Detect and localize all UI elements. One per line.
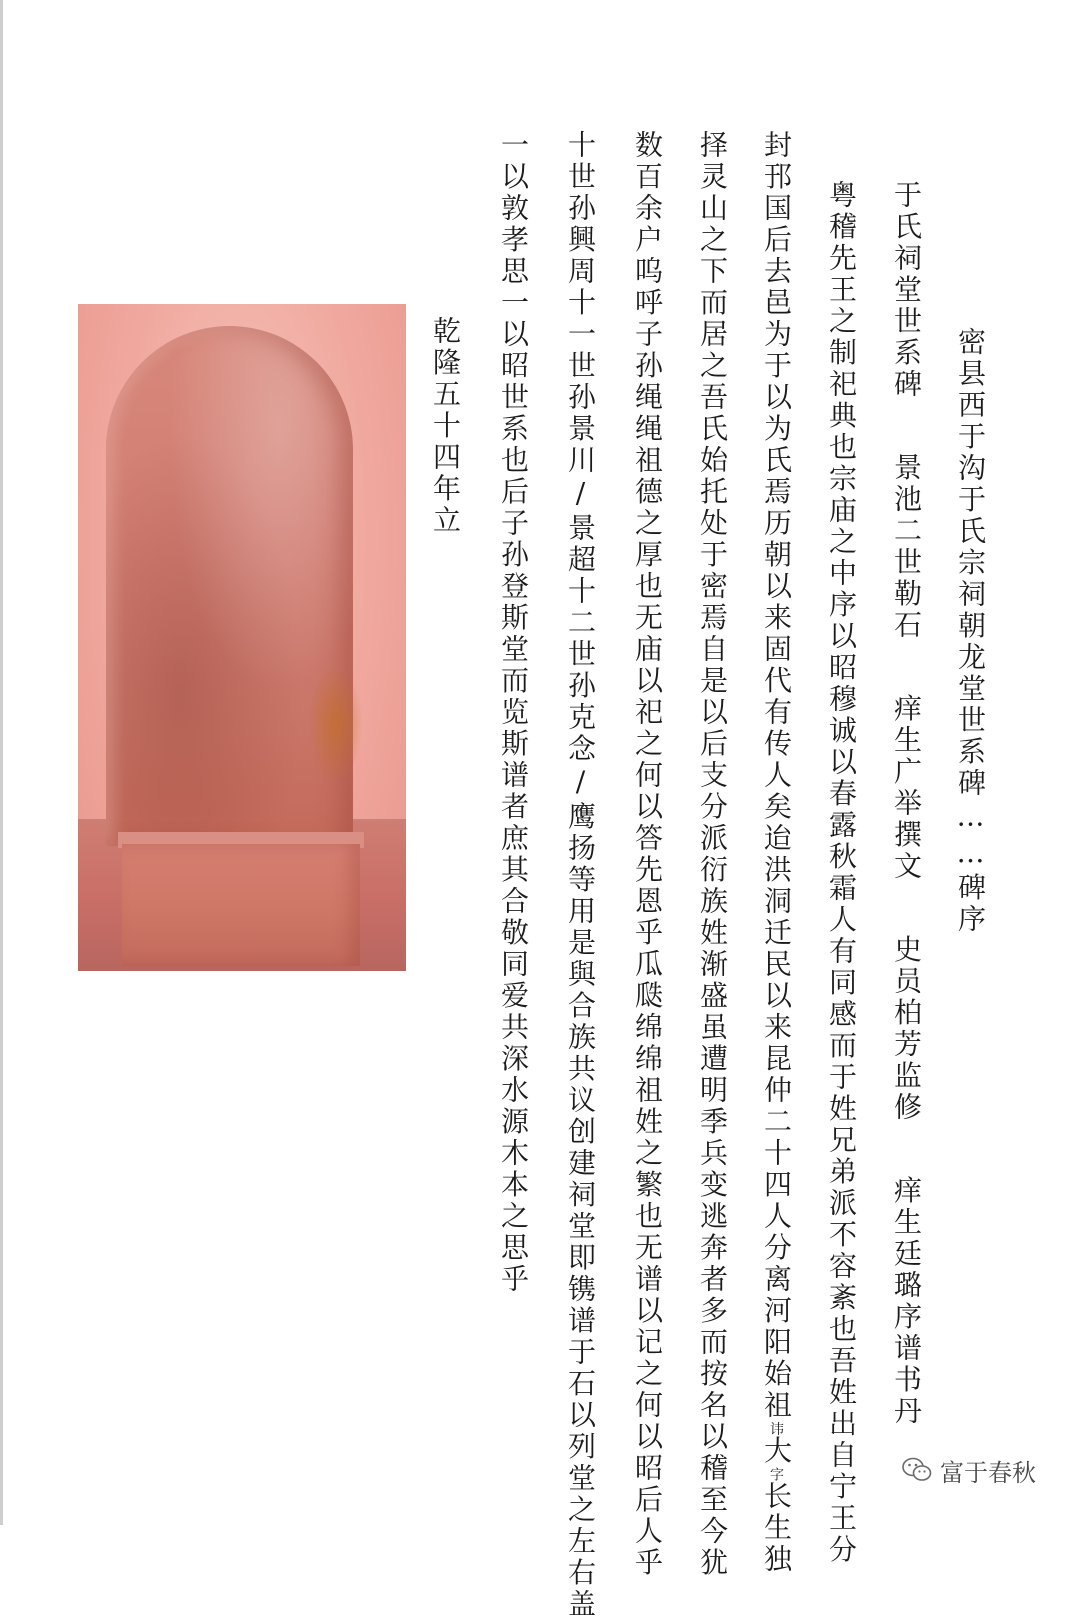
- credit-calligrapher: 痒生廷璐序谱书丹: [890, 1175, 923, 1428]
- body-line-1: 粤稽先王之制祀典也宗庙之中序以昭穆诚以春露秋霜人有同感而于姓兄弟派不容紊也吾姓出自宁王分: [825, 180, 858, 1566]
- credit-engraver: 景池二世勒石: [890, 452, 923, 642]
- credit-author: 痒生广举撰文: [890, 693, 923, 883]
- document-title: 密县西于沟于氏宗祠朝龙堂世系碑……碑序: [954, 327, 987, 936]
- stele-base: [122, 844, 360, 966]
- body-line-6: 一以敦孝思一以昭世系也后子孙登斯堂而览斯谱者庶其合敬同爱共深水源木本之思乎: [497, 130, 530, 1296]
- credit-supervisor: 史员柏芳监修: [890, 934, 923, 1124]
- wechat-icon: [902, 1457, 932, 1483]
- heading-column: [888, 180, 924, 1428]
- body-line-2: 封邘国后去邑为于以为氏焉历朝以来固代有传人矣迨洪洞迁民以来昆仲二十四人分离河阳始祖讳大字长生独: [760, 130, 793, 1576]
- annotation-hui: 讳: [768, 1421, 784, 1436]
- stone-stain: [308, 664, 363, 784]
- heading: 于氏祠堂世系碑: [890, 180, 923, 401]
- watermark-text: 富于春秋: [940, 1458, 1036, 1487]
- annotation-zi: 字: [768, 1467, 784, 1481]
- date-line: 乾隆五十四年立: [429, 316, 462, 537]
- stele-photograph: [78, 304, 406, 971]
- watermark: [902, 1452, 1036, 1488]
- body-line-5: 十世孙興周十一世孙景川/景超十二世孙克念/鹰扬等用是與合族共议创建祠堂即镌谱于石以列堂之左右盖: [564, 130, 597, 1621]
- body-line-4: 数百余户呜呼子孙绳绳祖德之厚也无庙以祀之何以答先恩乎瓜瓞绵绵祖姓之繁也无谱以记之何以昭后人乎: [631, 130, 664, 1579]
- body-line-3: 择灵山之下而居之吾氏始托处于密焉自是以后支分派衍族姓渐盛虽遭明季兵变逃奔者多而按名以稽至今犹: [696, 130, 729, 1579]
